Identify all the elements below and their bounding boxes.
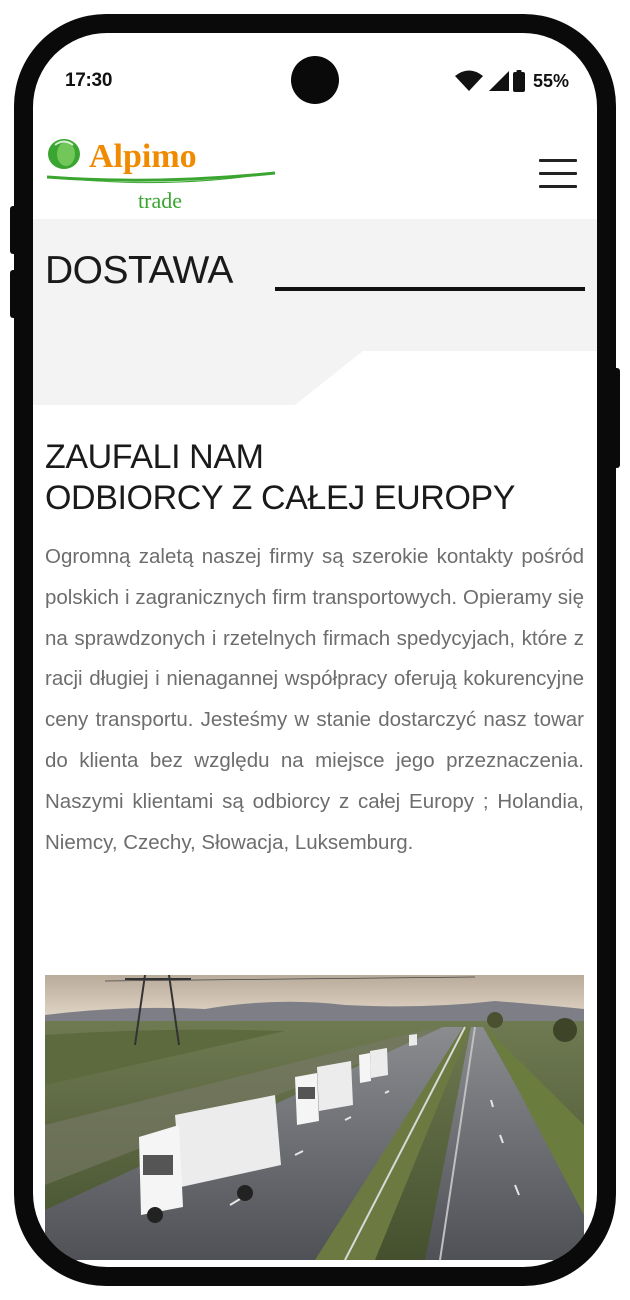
site-header — [33, 119, 597, 220]
status-time: 17:30 — [65, 70, 113, 91]
front-camera — [291, 56, 339, 104]
section-paragraph: Ogromną zaletą naszej firmy są szerokie kontakty pośród polskich i zagranicznych firm transportowych. Opieramy się na sprawdzonych i rzetelnych firmach spedycyjach, które z racji długiej i nienagannej współpracy oferują kokurencyjne ceny transportu. Jesteśmy w stanie dostarczyć nasz towar do klienta bez względu na miejsce jego przeznaczenia. Naszymi klientami są odbiorcy z całej Europy ; Holandia, Niemcy, Czechy, Słowacja, Luksemburg. — [45, 545, 584, 854]
status-bar — [33, 33, 597, 101]
status-icons — [455, 69, 569, 93]
svg-text:trade: trade — [138, 188, 182, 213]
phone-side-button-left-1 — [10, 206, 18, 254]
cellular-signal-icon — [487, 70, 509, 92]
phone-side-button-right — [612, 368, 620, 468]
phone-screen — [33, 33, 597, 1267]
phone-frame — [14, 14, 616, 1286]
section-heading-line-2: ODBIORCY Z CAŁEJ EUROPY — [45, 479, 516, 517]
hamburger-menu-icon[interactable] — [539, 159, 577, 189]
wifi-icon — [455, 70, 483, 92]
highway-trucks-photo — [45, 975, 584, 1260]
section-heading — [45, 437, 585, 519]
title-underline — [275, 287, 585, 291]
page-title: DOSTAWA — [45, 249, 233, 292]
battery-percent: 55% — [532, 70, 569, 91]
decorative-diagonal-shape — [33, 333, 597, 405]
phone-side-button-left-2 — [10, 270, 18, 318]
alpimo-trade-logo[interactable] — [45, 133, 277, 213]
battery-icon — [513, 70, 525, 92]
section-heading-line-1: ZAUFALI NAM — [45, 438, 264, 476]
svg-text:Alpimo: Alpimo — [89, 138, 197, 175]
